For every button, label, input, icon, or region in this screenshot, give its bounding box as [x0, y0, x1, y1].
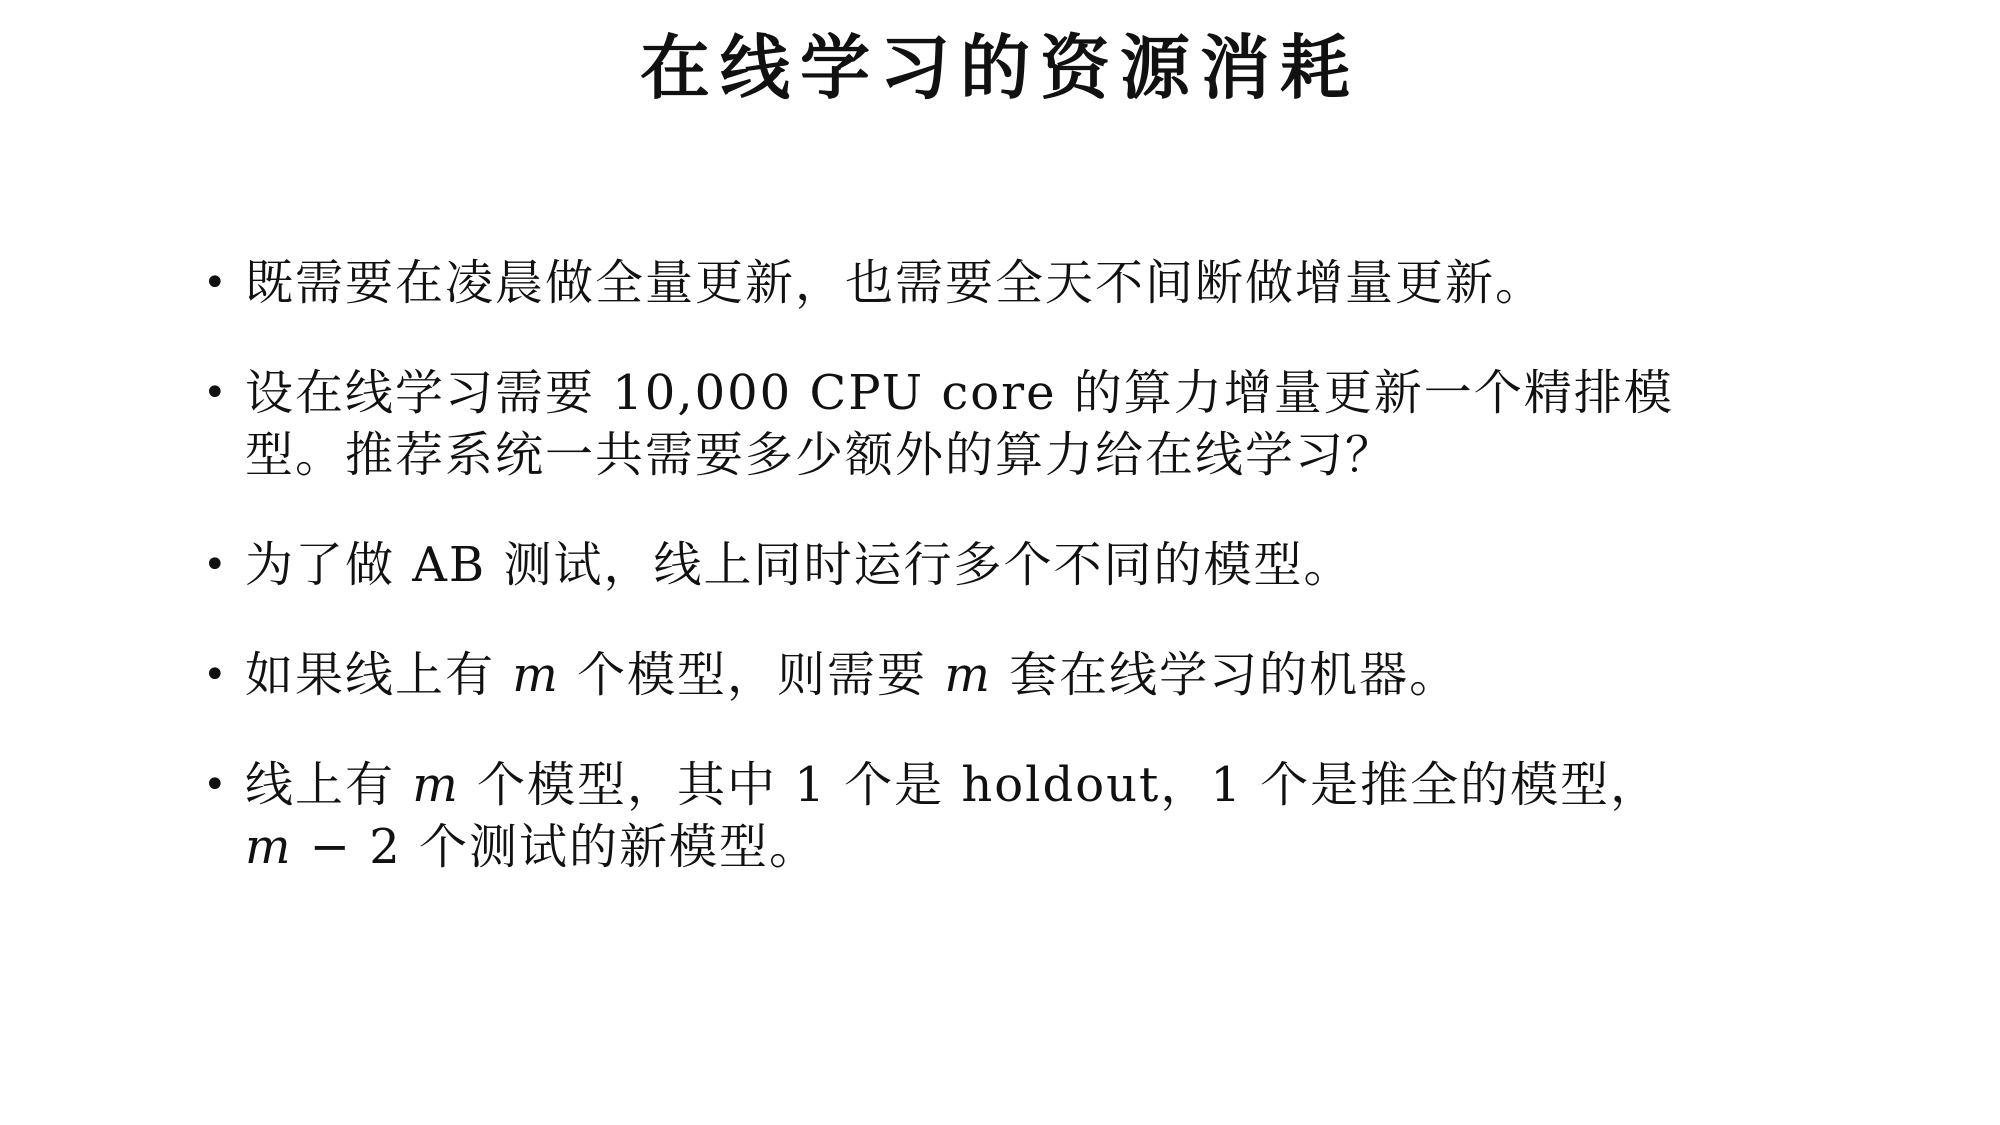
bullet-text-part-1: 如果线上有 — [245, 647, 513, 703]
bullet-marker: • — [203, 370, 229, 416]
bullet-text-part-2: 个模型，其中 1 个是 holdout，1 个是推全的模型， — [459, 757, 1661, 813]
slide-title: 在线学习的资源消耗 — [640, 26, 1360, 109]
bullet-text-part-1: 线上有 — [245, 757, 413, 813]
math-variable-m: m — [245, 819, 293, 875]
bullet-text: 为了做 AB 测试，线上同时运行多个不同的模型。 — [245, 537, 1354, 593]
bullet-text-part-3: 套在线学习的机器。 — [991, 647, 1460, 703]
bullet-item-holdout-breakdown — [195, 754, 1815, 878]
bullet-item-full-incremental-update — [195, 252, 1815, 314]
bullet-text-line-2: 型。推荐系统一共需要多少额外的算力给在线学习？ — [245, 427, 1396, 483]
math-variable-m: m — [944, 647, 992, 703]
bullet-marker: • — [203, 762, 229, 808]
math-variable-m: m — [512, 647, 560, 703]
bullet-marker: • — [203, 652, 229, 698]
bullet-item-ab-testing — [195, 534, 1815, 596]
bullet-text: 既需要在凌晨做全量更新，也需要全天不间断做增量更新。 — [245, 255, 1546, 311]
bullet-text-part-3: − 2 个测试的新模型。 — [292, 819, 820, 875]
bullet-marker: • — [203, 542, 229, 588]
bullet-item-m-models — [195, 644, 1815, 706]
bullet-text-part-2: 个模型，则需要 — [559, 647, 945, 703]
bullet-list — [195, 252, 1815, 926]
bullet-text-line-1: 设在线学习需要 10,000 CPU core 的算力增量更新一个精排模 — [245, 365, 1674, 421]
bullet-item-compute-question — [195, 362, 1815, 486]
math-variable-m: m — [412, 757, 460, 813]
bullet-marker: • — [203, 260, 229, 306]
